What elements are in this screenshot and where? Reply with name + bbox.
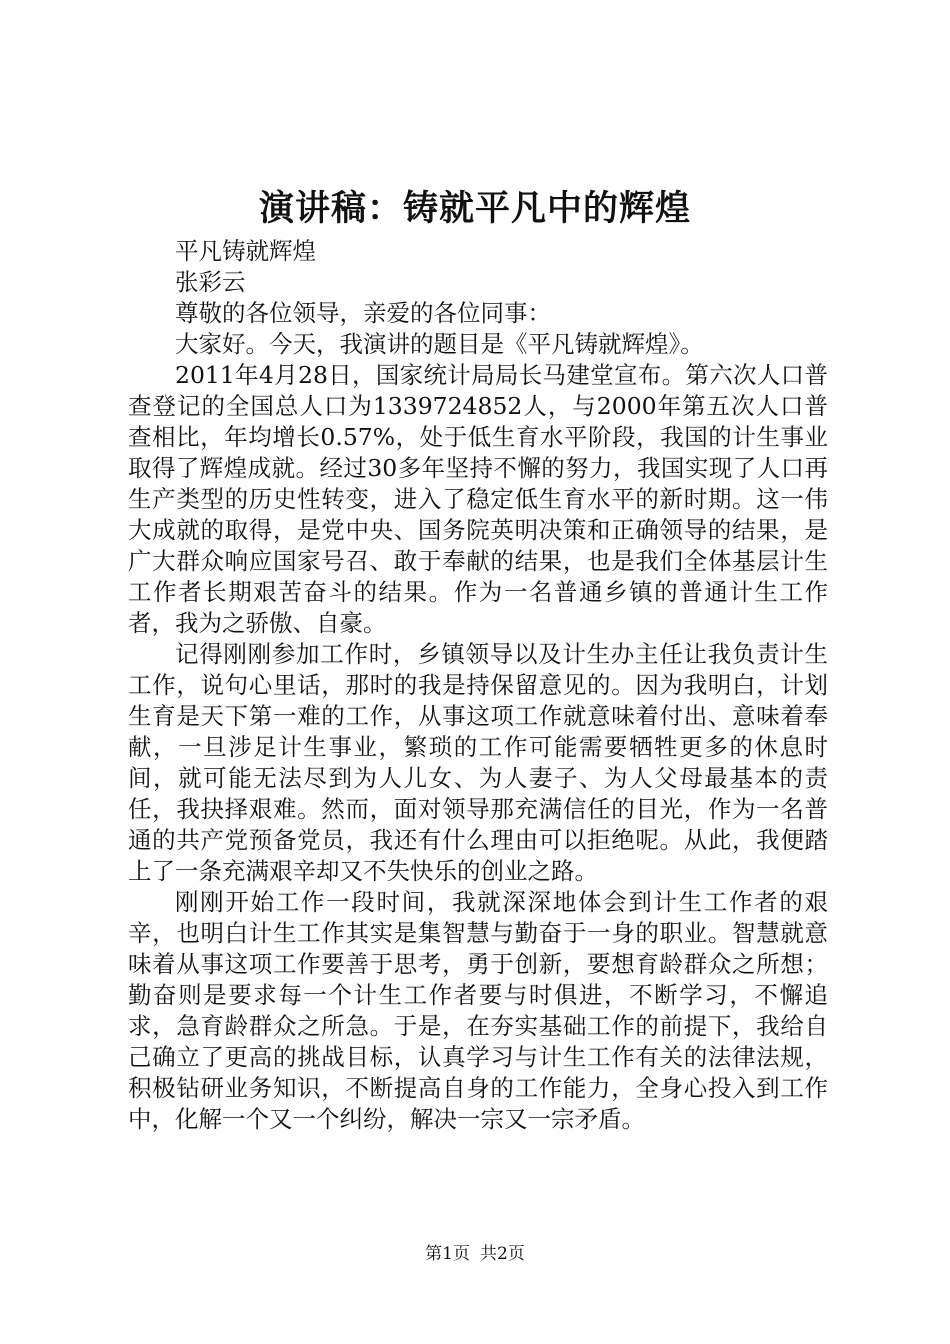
document-body bbox=[128, 236, 828, 1135]
author-line: 张彩云 bbox=[175, 268, 246, 296]
body-paragraph: 刚刚开始工作一段时间，我就深深地体会到计生工作者的艰辛，也明白计生工作其实是集智慧与勤奋于一身的职业。智慧就意味着从事这项工作要善于思考，勇于创新，要想育龄群众之所想；勤奋则是要求每一个计生工作者要与时俱进，不断学习，不懈追求，急育龄群众之所急。于是，在夯实基础工作的前提下，我给自己确立了更高的挑战目标，认真学习与计生工作有关的法律法规，积极钻研业务知识，不断提高自身的工作能力，全身心投入到工作中，化解一个又一个纠纷，解决一宗又一宗矛盾。 bbox=[128, 888, 828, 1133]
document-title: 演讲稿：铸就平凡中的辉煌 bbox=[258, 188, 691, 229]
salutation-line: 尊敬的各位领导，亲爱的各位同事： bbox=[175, 299, 551, 327]
body-paragraph: 记得刚刚参加工作时，乡镇领导以及计生办主任让我负责计生工作，说句心里话，那时的我是持保留意见的。因为我明白，计划生育是天下第一难的工作，从事这项工作就意味着付出、意味着奉献，一旦涉足计生事业，繁琐的工作可能需要牺牲更多的休息时间，就可能无法尽到为人儿女、为人妻子、为人父母最基本的责任，我抉择艰难。然而，面对领导那充满信任的目光，作为一名普通的共产党预备党员，我还有什么理由可以拒绝呢。从此，我便踏上了一条充满艰辛却又不失快乐的创业之路。 bbox=[128, 640, 828, 885]
speech-title-line: 平凡铸就辉煌 bbox=[175, 237, 316, 265]
page-footer bbox=[0, 1242, 950, 1266]
body-paragraph: 2011年4月28日，国家统计局局长马建堂宣布。第六次人口普查登记的全国总人口为1339724852人，与2000年第五次人口普查相比，年均增长0.57%，处于低生育水平阶段，我国的计生事业取得了辉煌成就。经过30多年坚持不懈的努力，我国实现了人口再生产类型的历史性转变，进入了稳定低生育水平的新时期。这一伟大成就的取得，是党中央、国务院英明决策和正确领导的结果，是广大群众响应国家号召、敢于奉献的结果，也是我们全体基层计生工作者长期艰苦奋斗的结果。作为一名普通乡镇的普通计生工作者，我为之骄傲、自豪。 bbox=[128, 361, 828, 637]
greeting-paragraph: 大家好。今天，我演讲的题目是《平凡铸就辉煌》。 bbox=[175, 330, 704, 358]
page-number: 第1页 bbox=[425, 1244, 470, 1264]
page-total: 共2页 bbox=[480, 1244, 525, 1264]
